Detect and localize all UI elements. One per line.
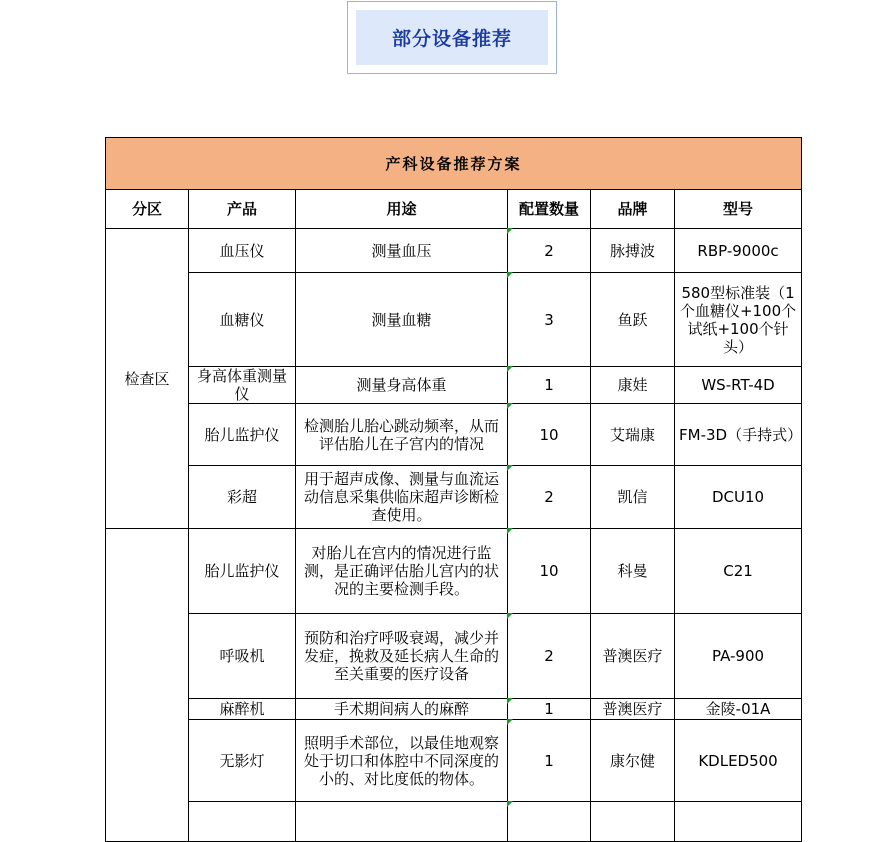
model-cell: RBP-9000c: [675, 229, 802, 273]
use-cell: 测量血糖: [296, 273, 508, 367]
table-row: [106, 614, 802, 699]
use-cell: 测量身高体重: [296, 367, 508, 404]
table-row: [106, 720, 802, 802]
qty-cell: 10: [508, 529, 591, 614]
qty-cell: 1: [508, 699, 591, 720]
qty-cell: 1: [508, 720, 591, 802]
table-title: 产科设备推荐方案: [106, 138, 802, 190]
table-row: [106, 466, 802, 529]
brand-cell: 科曼: [591, 529, 675, 614]
zone-cell-exam: 检查区: [106, 229, 189, 529]
brand-cell: 康尔健: [591, 720, 675, 802]
use-cell: 手术期间病人的麻醉: [296, 699, 508, 720]
qty-cell: 2: [508, 614, 591, 699]
col-header-brand: 品牌: [591, 190, 675, 229]
product-cell: 胎儿监护仪: [189, 404, 296, 466]
brand-cell: 艾瑞康: [591, 404, 675, 466]
table-row: [106, 367, 802, 404]
recommend-devices-button[interactable]: 部分设备推荐: [356, 10, 548, 65]
product-cell: 血压仪: [189, 229, 296, 273]
zone-cell-surgery: [106, 529, 189, 842]
qty-cell: 10: [508, 404, 591, 466]
recommend-button-frame: [347, 1, 557, 74]
product-cell: 麻醉机: [189, 699, 296, 720]
model-cell: C21: [675, 529, 802, 614]
model-cell: FM-3D（手持式）: [675, 404, 802, 466]
table-row: [106, 529, 802, 614]
use-cell: 预防和治疗呼吸衰竭，减少并发症，挽救及延长病人生命的至关重要的医疗设备: [296, 614, 508, 699]
brand-cell: 康娃: [591, 367, 675, 404]
qty-cell: 2: [508, 229, 591, 273]
product-cell: 血糖仪: [189, 273, 296, 367]
table-row: [106, 404, 802, 466]
use-cell: 用于超声成像、测量与血流运动信息采集供临床超声诊断检查使用。: [296, 466, 508, 529]
col-header-qty: 配置数量: [508, 190, 591, 229]
table-header-row: [106, 190, 802, 229]
model-cell: KDLED500: [675, 720, 802, 802]
brand-cell: 普澳医疗: [591, 614, 675, 699]
product-cell: 无影灯: [189, 720, 296, 802]
table-row: [106, 273, 802, 367]
brand-cell: 鱼跃: [591, 273, 675, 367]
brand-cell: 普澳医疗: [591, 699, 675, 720]
equipment-plan-table: [105, 137, 802, 842]
qty-cell: 2: [508, 466, 591, 529]
col-header-product: 产品: [189, 190, 296, 229]
use-cell: 照明手术部位，以最佳地观察处于切口和体腔中不同深度的小的、对比度低的物体。: [296, 720, 508, 802]
product-cell: 身高体重测量仪: [189, 367, 296, 404]
model-cell: WS-RT-4D: [675, 367, 802, 404]
model-cell: DCU10: [675, 466, 802, 529]
model-cell: PA-900: [675, 614, 802, 699]
col-header-use: 用途: [296, 190, 508, 229]
use-cell: 对胎儿在宫内的情况进行监测，是正确评估胎儿宫内的状况的主要检测手段。: [296, 529, 508, 614]
qty-cell: 1: [508, 367, 591, 404]
model-cell: 580型标准装（1个血糖仪+100个试纸+100个针头）: [675, 273, 802, 367]
product-cell: 胎儿监护仪: [189, 529, 296, 614]
qty-cell: 3: [508, 273, 591, 367]
col-header-model: 型号: [675, 190, 802, 229]
col-header-zone: 分区: [106, 190, 189, 229]
product-cell: 彩超: [189, 466, 296, 529]
product-cell: 呼吸机: [189, 614, 296, 699]
model-cell: 金陵-01A: [675, 699, 802, 720]
table-row: [106, 699, 802, 720]
table-row: [106, 229, 802, 273]
brand-cell: 凯信: [591, 466, 675, 529]
use-cell: 测量血压: [296, 229, 508, 273]
table-row-partial: [106, 802, 802, 842]
brand-cell: 脉搏波: [591, 229, 675, 273]
use-cell: 检测胎儿胎心跳动频率，从而评估胎儿在子宫内的情况: [296, 404, 508, 466]
